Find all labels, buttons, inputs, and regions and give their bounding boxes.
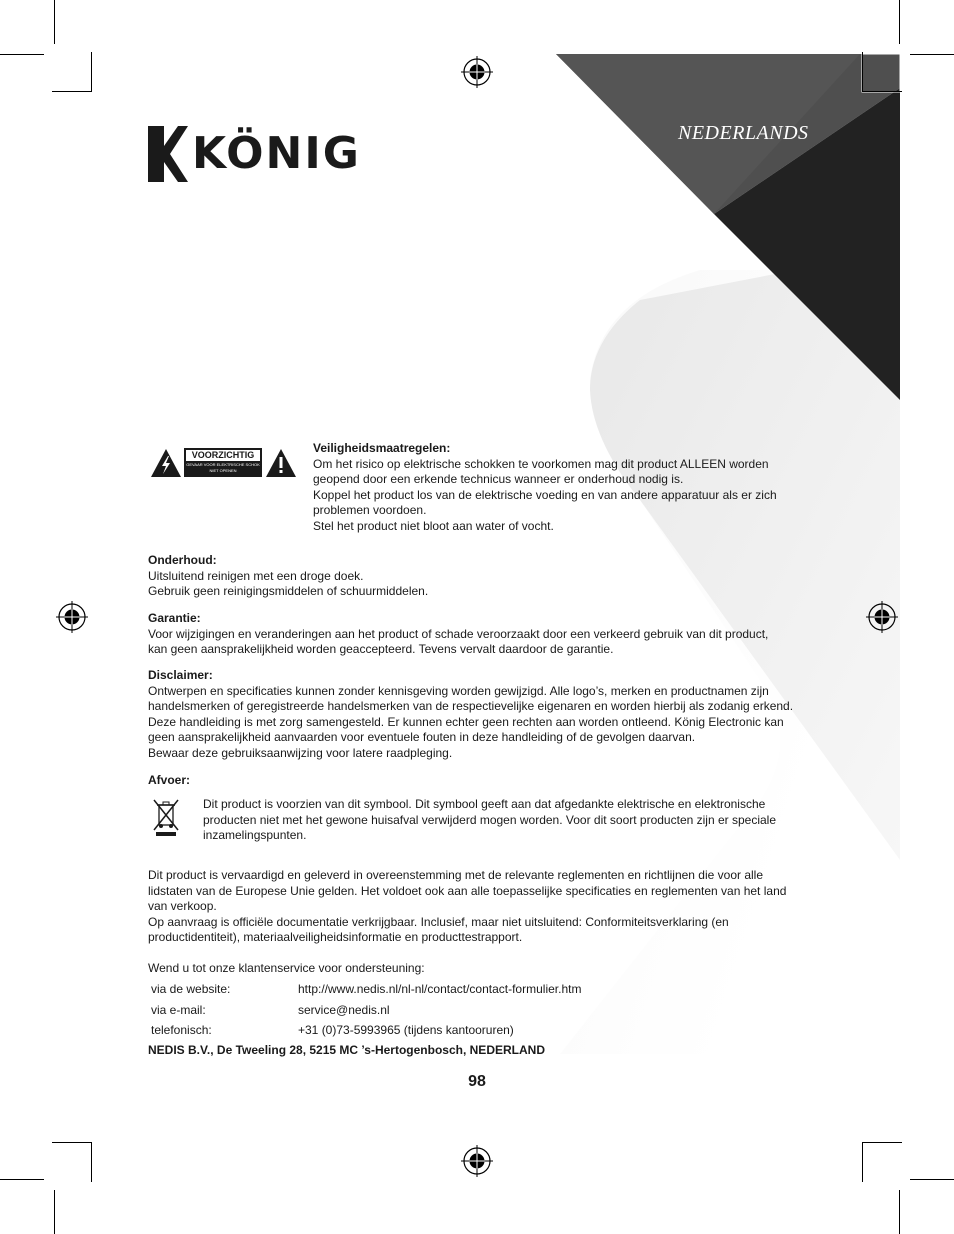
crop-mark — [91, 52, 92, 92]
maintenance-title: Onderhoud: — [148, 553, 217, 567]
caution-label-graphic — [150, 447, 298, 479]
crop-mark — [54, 1190, 55, 1234]
crop-mark — [52, 1142, 92, 1143]
maintenance-line: Uitsluitend reinigen met een droge doek. — [148, 568, 364, 583]
crop-mark — [899, 1190, 900, 1234]
crop-mark — [52, 91, 92, 92]
registration-mark-icon — [461, 56, 493, 88]
maintenance-line: Gebruik geen reinigingsmiddelen of schuurmiddelen. — [148, 584, 429, 599]
support-label-website: via de website: — [151, 982, 231, 996]
crop-mark — [91, 1142, 92, 1182]
disposal-text — [203, 797, 803, 844]
caution-subtitle-1: GEVAAR VOOR ELEKTRISCHE SCHOK — [186, 462, 260, 467]
crop-mark — [0, 54, 44, 55]
language-label: NEDERLANDS — [678, 122, 809, 144]
registration-mark-icon — [56, 601, 88, 633]
crop-mark — [862, 91, 902, 92]
registration-mark-icon — [866, 601, 898, 633]
safety-line: Koppel het product los van de elektrische voeding en van andere apparatuur als er zich — [313, 487, 777, 502]
crop-mark — [910, 1179, 954, 1180]
disclaimer-section — [148, 668, 808, 762]
safety-line: Om het risico op elektrische schokken te voorkomen mag dit product ALLEEN worden — [313, 456, 769, 471]
support-label-phone: telefonisch: — [151, 1023, 212, 1037]
warranty-title: Garantie: — [148, 611, 201, 625]
safety-section — [313, 441, 793, 535]
disclaimer-line: Ontwerpen en specificaties kunnen zonder kennisgeving worden gewijzigd. Alle logo’s, merken en productnamen zijn — [148, 683, 769, 698]
support-intro: Wend u tot onze klantenservice voor ondersteuning: — [148, 961, 425, 975]
electric-shock-warning-icon — [150, 447, 182, 479]
warranty-section — [148, 611, 808, 658]
crop-mark — [862, 1142, 902, 1143]
disclaimer-line: geen aansprakelijkheid aanvaarden voor eventuele fouten in deze handleiding of de gevolgen daarvan. — [148, 730, 696, 745]
disclaimer-line: Deze handleiding is met zorg samengesteld. Er kunnen echter geen rechten aan worden ontleend. König Electronic kan — [148, 714, 784, 729]
safety-title: Veiligheidsmaatregelen: — [313, 441, 451, 455]
safety-line: geopend door een erkende technicus wanneer er onderhoud nodig is. — [313, 472, 684, 487]
maintenance-section — [148, 553, 808, 600]
crop-mark — [862, 52, 863, 92]
disposal-line: inzamelingspunten. — [203, 828, 307, 843]
crop-mark — [862, 1142, 863, 1182]
company-address: NEDIS B.V., De Tweeling 28, 5215 MC ’s-Hertogenbosch, NEDERLAND — [148, 1043, 545, 1057]
disclaimer-line: Bewaar deze gebruiksaanwijzing voor latere raadpleging. — [148, 745, 453, 760]
crop-mark — [54, 0, 55, 44]
logo-text: KÖNIG — [192, 128, 361, 179]
safety-line: Stel het product niet bloot aan water of vocht. — [313, 518, 554, 533]
exclamation-warning-icon — [265, 447, 297, 479]
support-link-email[interactable]: service@nedis.nl — [298, 1003, 390, 1017]
safety-line: problemen voordoen. — [313, 503, 427, 518]
compliance-line: lidstaten van de Europese Unie gelden. Het voldoet ook aan alle toepasselijke specificaties en reglementen van het land — [148, 883, 787, 898]
support-label-email: via e-mail: — [151, 1003, 206, 1017]
caution-subtitle-2: NIET OPENEN — [209, 468, 237, 473]
warranty-line: Voor wijzigingen en veranderingen aan het product of schade veroorzaakt door een verkeerd gebruik van dit product, — [148, 626, 769, 641]
compliance-line: productidentiteit), materiaalveiligheidsinformatie en producttestrapport. — [148, 930, 523, 945]
weee-crossed-bin-icon — [151, 797, 181, 837]
disposal-line: Dit product is voorzien van dit symbool. Dit symbool geeft aan dat afgedankte elektrische en elektronische — [203, 797, 766, 811]
konig-k-emblem-icon — [148, 126, 188, 182]
warranty-line: kan geen aansprakelijkheid worden geaccepteerd. Tevens vervalt daardoor de garantie. — [148, 642, 614, 657]
page-number: 98 — [468, 1073, 486, 1090]
caution-title: VOORZICHTIG — [186, 450, 260, 461]
disposal-line: producten niet met het gewone huisafval verwijderd mogen worden. Voor dit soort producten zijn er speciale — [203, 812, 776, 827]
disposal-title: Afvoer: — [148, 773, 191, 787]
support-value-phone: +31 (0)73-5993965 (tijdens kantooruren) — [298, 1023, 514, 1037]
disclaimer-line: handelsmerken of geregistreerde handelsmerken van de respectievelijke eigenaren en worden hierbij als zodanig erkend. — [148, 699, 794, 714]
support-link-website[interactable]: http://www.nedis.nl/nl-nl/contact/contact-formulier.htm — [298, 982, 582, 996]
compliance-line: Dit product is vervaardigd en geleverd in overeenstemming met de relevante reglementen en richtlijnen die voor alle — [148, 868, 763, 882]
compliance-section — [148, 868, 808, 946]
crop-mark — [0, 1179, 44, 1180]
compliance-line: van verkoop. — [148, 899, 217, 914]
disclaimer-title: Disclaimer: — [148, 668, 213, 682]
crop-mark — [899, 0, 900, 44]
crop-mark — [910, 54, 954, 55]
caution-box — [184, 448, 262, 477]
registration-mark-icon — [461, 1145, 493, 1177]
konig-logo — [148, 126, 361, 182]
compliance-line: Op aanvraag is officiële documentatie verkrijgbaar. Inclusief, maar niet uitsluitend: Conformiteitsverklaring (en — [148, 914, 729, 929]
